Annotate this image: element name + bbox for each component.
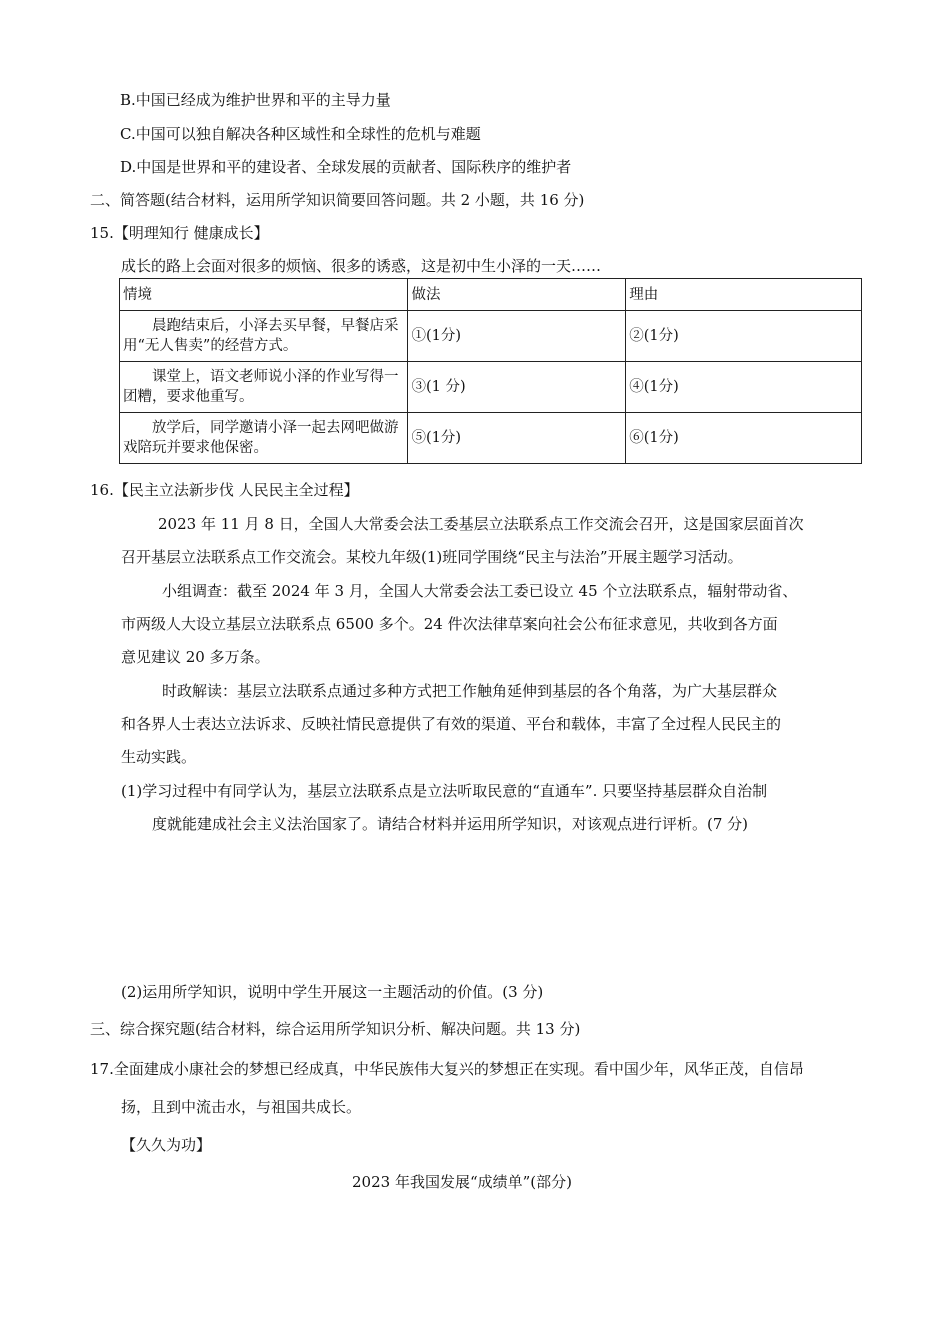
q16-paragraph: 时政解读：基层立法联系点通过多种方式把工作触角延伸到基层的各个角落，为广大基层群众 [162,682,778,700]
q16-subquestion-2: (2)运用所学知识，说明中学生开展这一主题活动的价值。(3 分) [121,983,544,1001]
header-reason: 理由 [626,279,862,311]
reason-cell: ②(1分) [626,311,862,362]
q17-stem: 17.全面建成小康社会的梦想已经成真，中华民族伟大复兴的梦想正在实现。看中国少年，风华正茂，自信昂 [90,1060,804,1078]
q16-paragraph: 生动实践。 [121,748,197,766]
header-situation: 情境 [120,279,408,311]
reason-cell: ④(1分) [626,362,862,413]
q16-paragraph: 意见建议 20 多万条。 [121,648,270,666]
q16-paragraph: 小组调查：截至 2024 年 3 月，全国人大常委会法工委已设立 45 个立法联系点，辐射带动省、 [162,582,798,600]
practice-cell: ③(1 分) [408,362,626,413]
option-b: B.中国已经成为维护世界和平的主导力量 [120,91,391,109]
q16-paragraph: 和各界人士表达立法诉求、反映社情民意提供了有效的渠道、平台和载体，丰富了全过程人民民主的 [121,715,782,733]
q17-table-caption: 2023 年我国发展“成绩单”(部分) [352,1173,572,1191]
section2-heading: 二、简答题(结合材料，运用所学知识简要回答问题。共 2 小题，共 16 分) [90,191,585,209]
q16-paragraph: 2023 年 11 月 8 日，全国人大常委会法工委基层立法联系点工作交流会召开，这是国家层面首次 [158,515,804,533]
situation-cell: 课堂上，语文老师说小泽的作业写得一团糟，要求他重写。 [120,362,408,413]
q15-title: 15.【明理知行 健康成长】 [90,224,269,242]
situation-cell: 放学后，同学邀请小泽一起去网吧做游戏陪玩并要求他保密。 [120,413,408,464]
table-row [120,311,862,362]
q16-paragraph: 市两级人大设立基层立法联系点 6500 多个。24 件次法律草案向社会公布征求意见，共收到各方面 [121,615,778,633]
table-header-row [120,279,862,311]
practice-cell: ①(1分) [408,311,626,362]
option-d: D.中国是世界和平的建设者、全球发展的贡献者、国际秩序的维护者 [120,158,572,176]
q16-subquestion-1: 度就能建成社会主义法治国家了。请结合材料并运用所学知识，对该观点进行评析。(7 分) [152,815,749,833]
q17-subtitle: 【久久为功】 [121,1136,212,1154]
practice-cell: ⑤(1分) [408,413,626,464]
q17-stem: 扬，且到中流击水，与祖国共成长。 [121,1098,362,1116]
q16-paragraph: 召开基层立法联系点工作交流会。某校九年级(1)班同学围绕“民主与法治”开展主题学习活动。 [121,548,743,566]
option-c: C.中国可以独自解决各种区域性和全球性的危机与难题 [120,125,481,143]
q16-subquestion-1: (1)学习过程中有同学认为，基层立法联系点是立法听取民意的“直通车”. 只要坚持基层群众自治制 [121,782,768,800]
header-practice: 做法 [408,279,626,311]
reason-cell: ⑥(1分) [626,413,862,464]
situation-table [119,278,862,464]
table-row [120,362,862,413]
section3-heading: 三、综合探究题(结合材料，综合运用所学知识分析、解决问题。共 13 分) [90,1020,581,1038]
table-row [120,413,862,464]
q15-intro: 成长的路上会面对很多的烦恼、很多的诱惑，这是初中生小泽的一天…… [121,257,602,275]
q16-title: 16.【民主立法新步伐 人民民主全过程】 [90,481,359,499]
situation-cell: 晨跑结束后，小泽去买早餐，早餐店采用“无人售卖”的经营方式。 [120,311,408,362]
